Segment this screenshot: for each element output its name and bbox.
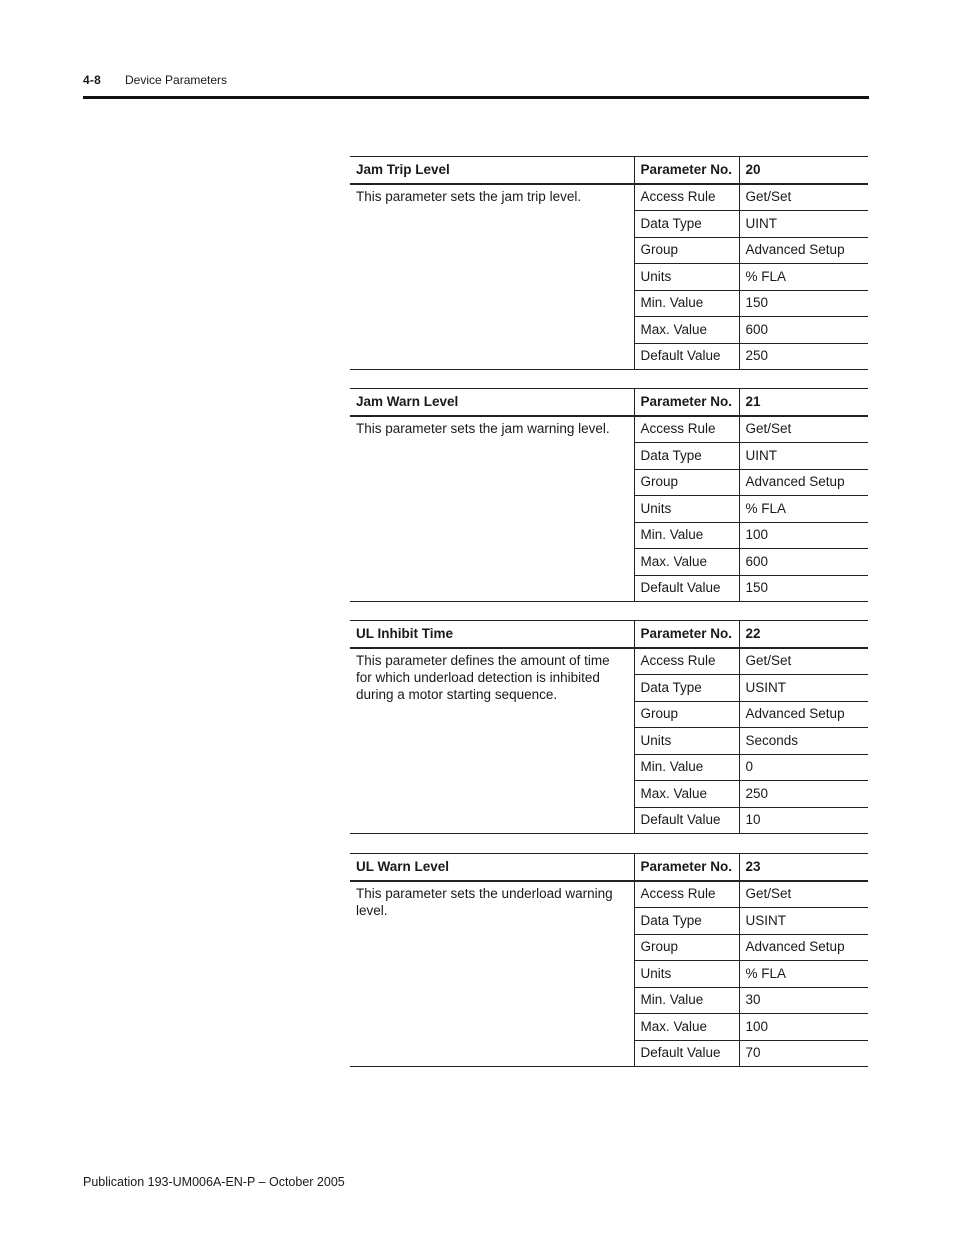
parameter-number: 21 bbox=[739, 389, 868, 416]
parameter-table-ul-inhibit-time bbox=[350, 620, 868, 834]
data-type-label: Data Type bbox=[634, 211, 739, 238]
access-rule-label: Access Rule bbox=[634, 648, 739, 675]
max-value: 250 bbox=[739, 781, 868, 808]
parameter-table-jam-trip-level bbox=[350, 156, 868, 370]
units-value: % FLA bbox=[739, 961, 868, 988]
min-value: 0 bbox=[739, 754, 868, 781]
min-value-label: Min. Value bbox=[634, 754, 739, 781]
parameter-no-label: Parameter No. bbox=[634, 157, 739, 184]
group-value: Advanced Setup bbox=[739, 701, 868, 728]
data-type-value: USINT bbox=[739, 675, 868, 702]
units-label: Units bbox=[634, 728, 739, 755]
units-value: Seconds bbox=[739, 728, 868, 755]
group-label: Group bbox=[634, 237, 739, 264]
parameter-description: This parameter sets the jam warning level. bbox=[350, 416, 634, 602]
group-value: Advanced Setup bbox=[739, 237, 868, 264]
access-rule-value: Get/Set bbox=[739, 648, 868, 675]
parameter-header-row bbox=[350, 157, 868, 184]
parameter-number: 23 bbox=[739, 854, 868, 881]
parameter-number: 20 bbox=[739, 157, 868, 184]
default-value-label: Default Value bbox=[634, 343, 739, 370]
table-row bbox=[350, 416, 868, 443]
units-value: % FLA bbox=[739, 264, 868, 291]
parameter-description: This parameter sets the underload warning level. bbox=[350, 881, 634, 1067]
min-value: 150 bbox=[739, 290, 868, 317]
parameter-name: UL Warn Level bbox=[350, 854, 634, 881]
default-value: 70 bbox=[739, 1040, 868, 1067]
min-value-label: Min. Value bbox=[634, 987, 739, 1014]
table-row bbox=[350, 184, 868, 211]
access-rule-label: Access Rule bbox=[634, 881, 739, 908]
default-value-label: Default Value bbox=[634, 807, 739, 834]
units-label: Units bbox=[634, 961, 739, 988]
max-value-label: Max. Value bbox=[634, 781, 739, 808]
data-type-value: UINT bbox=[739, 443, 868, 470]
data-type-value: UINT bbox=[739, 211, 868, 238]
group-value: Advanced Setup bbox=[739, 469, 868, 496]
units-value: % FLA bbox=[739, 496, 868, 523]
min-value-label: Min. Value bbox=[634, 522, 739, 549]
default-value-label: Default Value bbox=[634, 1040, 739, 1067]
parameter-header-row bbox=[350, 854, 868, 881]
publication-footer: Publication 193-UM006A-EN-P – October 2005 bbox=[83, 1175, 345, 1189]
parameter-name: Jam Trip Level bbox=[350, 157, 634, 184]
parameter-table-jam-warn-level bbox=[350, 388, 868, 602]
table-row bbox=[350, 881, 868, 908]
max-value: 600 bbox=[739, 317, 868, 344]
parameter-header-row bbox=[350, 389, 868, 416]
default-value-label: Default Value bbox=[634, 575, 739, 602]
group-label: Group bbox=[634, 701, 739, 728]
min-value: 30 bbox=[739, 987, 868, 1014]
min-value-label: Min. Value bbox=[634, 290, 739, 317]
header-rule bbox=[83, 96, 869, 99]
access-rule-value: Get/Set bbox=[739, 881, 868, 908]
parameter-name: Jam Warn Level bbox=[350, 389, 634, 416]
page-header bbox=[83, 73, 869, 98]
data-type-label: Data Type bbox=[634, 443, 739, 470]
parameter-no-label: Parameter No. bbox=[634, 389, 739, 416]
section-title: Device Parameters bbox=[125, 73, 228, 87]
default-value: 150 bbox=[739, 575, 868, 602]
parameter-description: This parameter defines the amount of time for which underload detection is inhibited during a motor starting sequence. bbox=[350, 648, 634, 834]
units-label: Units bbox=[634, 496, 739, 523]
default-value: 10 bbox=[739, 807, 868, 834]
access-rule-value: Get/Set bbox=[739, 416, 868, 443]
parameter-no-label: Parameter No. bbox=[634, 854, 739, 881]
data-type-label: Data Type bbox=[634, 908, 739, 935]
max-value-label: Max. Value bbox=[634, 1014, 739, 1041]
parameter-description: This parameter sets the jam trip level. bbox=[350, 184, 634, 370]
page-number: 4-8 bbox=[83, 73, 101, 87]
group-label: Group bbox=[634, 469, 739, 496]
max-value-label: Max. Value bbox=[634, 549, 739, 576]
max-value: 100 bbox=[739, 1014, 868, 1041]
min-value: 100 bbox=[739, 522, 868, 549]
group-value: Advanced Setup bbox=[739, 934, 868, 961]
table-row bbox=[350, 648, 868, 675]
access-rule-label: Access Rule bbox=[634, 416, 739, 443]
access-rule-label: Access Rule bbox=[634, 184, 739, 211]
max-value: 600 bbox=[739, 549, 868, 576]
group-label: Group bbox=[634, 934, 739, 961]
parameter-number: 22 bbox=[739, 621, 868, 648]
default-value: 250 bbox=[739, 343, 868, 370]
parameter-name: UL Inhibit Time bbox=[350, 621, 634, 648]
data-type-value: USINT bbox=[739, 908, 868, 935]
units-label: Units bbox=[634, 264, 739, 291]
parameter-header-row bbox=[350, 621, 868, 648]
access-rule-value: Get/Set bbox=[739, 184, 868, 211]
max-value-label: Max. Value bbox=[634, 317, 739, 344]
parameter-no-label: Parameter No. bbox=[634, 621, 739, 648]
parameter-table-ul-warn-level bbox=[350, 853, 868, 1067]
data-type-label: Data Type bbox=[634, 675, 739, 702]
